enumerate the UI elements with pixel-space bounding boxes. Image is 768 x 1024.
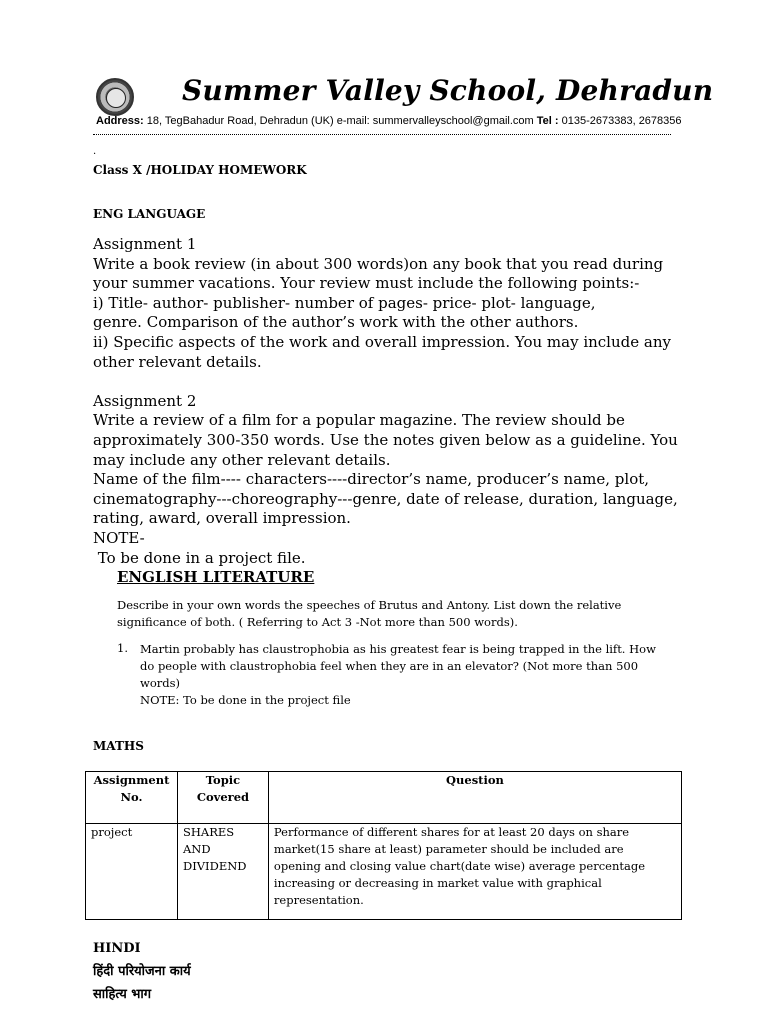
topic-line: SHARES bbox=[182, 825, 235, 839]
column-header-question: Question bbox=[268, 772, 681, 824]
question-line: representation. bbox=[273, 893, 364, 907]
eng-line: may include any other relevant details. bbox=[93, 450, 391, 469]
eng-line: your summer vacations. Your review must include the following points:- bbox=[93, 274, 640, 293]
question-line: increasing or decreasing in market value with graphical bbox=[273, 876, 602, 890]
school-name: Summer Valley School, Dehradun bbox=[182, 74, 714, 107]
eng-line: ii) Specific aspects of the work and overall impression. You may include any bbox=[93, 332, 671, 351]
table-row bbox=[86, 824, 682, 920]
question-line: opening and closing value chart(date wise) average percentage bbox=[273, 859, 646, 873]
hindi-literature-line: साहित्य भाग bbox=[93, 987, 152, 1002]
table-header-row bbox=[86, 772, 682, 824]
class-heading: Class X /HOLIDAY HOMEWORK bbox=[93, 163, 307, 177]
tel-value: 0135-2673383, 2678356 bbox=[558, 115, 682, 127]
eng-line: Assignment 1 bbox=[93, 235, 197, 253]
hindi-project-line: हिंदी परियोजना कार्य bbox=[93, 964, 191, 979]
tel-label: Tel : bbox=[536, 115, 559, 127]
literature-list-item bbox=[140, 641, 656, 709]
question-line: market(15 share at least) parameter should be included are bbox=[273, 842, 624, 856]
eng-line: genre. Comparison of the author’s work with the other authors. bbox=[93, 313, 579, 332]
stray-dot: . bbox=[93, 146, 97, 157]
header-divider bbox=[93, 134, 671, 137]
eng-line: NOTE- bbox=[93, 528, 145, 547]
maths-heading: MATHS bbox=[93, 739, 144, 753]
column-header-topic: Topic Covered bbox=[177, 772, 268, 824]
list-item-line: do people with claustrophobia feel when they are in an elevator? (Not more than 500 bbox=[140, 659, 639, 673]
literature-line: Describe in your own words the speeches of Brutus and Antony. List down the relative bbox=[117, 598, 622, 612]
eng-line: i) Title- author- publisher- number of pages- price- plot- language, bbox=[93, 293, 596, 312]
literature-paragraph bbox=[117, 597, 621, 631]
topic-line: AND bbox=[182, 842, 211, 856]
topic-line: DIVIDEND bbox=[182, 859, 247, 873]
address-value: 18, TegBahadur Road, Dehradun (UK) e-mail: summervalleyschool@gmail.com bbox=[143, 115, 537, 127]
crest-center bbox=[106, 88, 126, 108]
eng-language-body bbox=[93, 235, 683, 568]
list-item-line: Martin probably has claustrophobia as his greatest fear is being trapped in the lift. How bbox=[140, 642, 656, 656]
list-item-line: words) bbox=[140, 676, 181, 690]
eng-line: rating, award, overall impression. bbox=[93, 509, 351, 528]
cell-topic bbox=[177, 824, 268, 920]
school-address bbox=[96, 115, 682, 127]
eng-line: approximately 300-350 words. Use the notes given below as a guideline. You bbox=[93, 430, 678, 449]
address-label: Address: bbox=[96, 115, 144, 127]
cell-assignment: project bbox=[86, 824, 178, 920]
list-number: 1. bbox=[117, 641, 128, 655]
eng-line: Assignment 2 bbox=[93, 391, 197, 410]
hindi-section bbox=[93, 937, 191, 1006]
eng-line: other relevant details. bbox=[93, 352, 262, 371]
eng-line: cinematography---choreography---genre, date of release, duration, language, bbox=[93, 489, 678, 508]
list-item-note: NOTE: To be done in the project file bbox=[140, 693, 351, 707]
hindi-heading: HINDI bbox=[93, 941, 141, 956]
eng-line: To be done in a project file. bbox=[93, 548, 306, 567]
eng-language-heading: ENG LANGUAGE bbox=[93, 207, 206, 221]
maths-table bbox=[85, 771, 682, 920]
eng-line: Write a book review (in about 300 words)on any book that you read during bbox=[93, 254, 664, 273]
eng-blank-line bbox=[93, 372, 683, 392]
cell-question bbox=[268, 824, 681, 920]
question-line: Performance of different shares for at least 20 days on share bbox=[273, 825, 630, 839]
eng-line: Name of the film---- characters----director’s name, producer’s name, plot, bbox=[93, 470, 650, 489]
eng-line: Write a review of a film for a popular magazine. The review should be bbox=[93, 411, 625, 430]
column-header-assignment: Assignment No. bbox=[86, 772, 178, 824]
school-crest-logo bbox=[96, 78, 134, 116]
english-literature-heading: ENGLISH LITERATURE bbox=[117, 568, 315, 586]
literature-line: significance of both. ( Referring to Act 3 -Not more than 500 words). bbox=[117, 615, 518, 629]
